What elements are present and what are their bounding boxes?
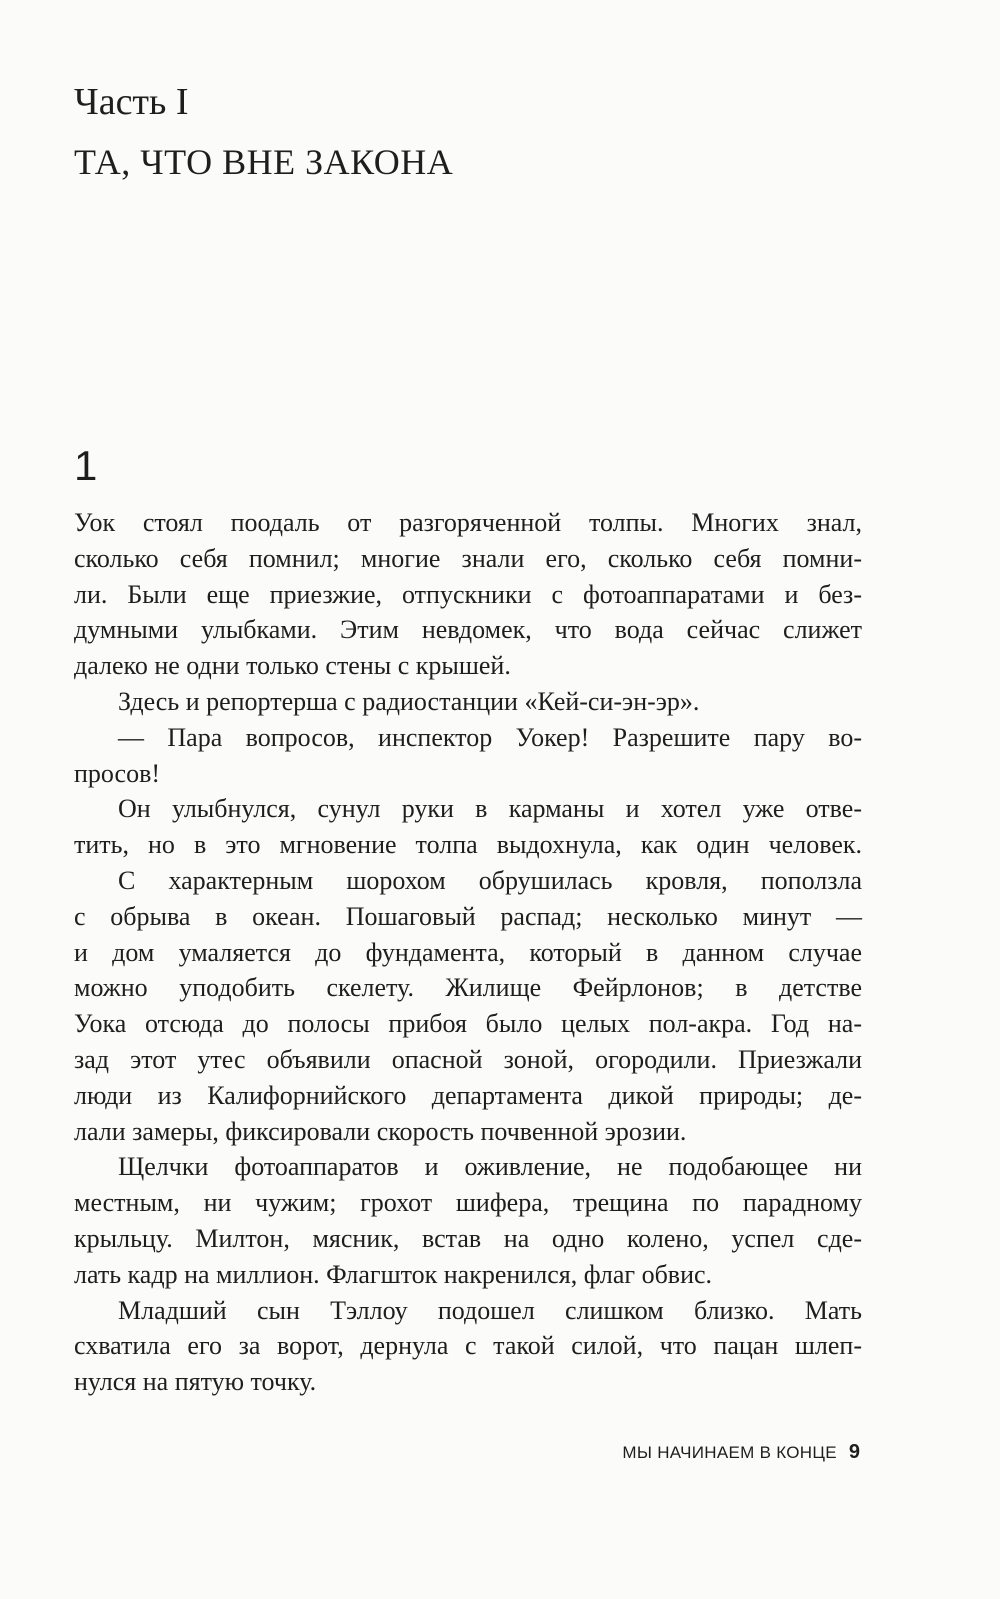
text-line: лать кадр на миллион. Флагшток накренился, флаг обвис.	[74, 1259, 713, 1289]
text-line: нулся на пятую точку.	[74, 1367, 317, 1397]
text-line: Уок стоял поодаль от разгоряченной толпы. Многих знал,	[74, 508, 862, 537]
text-line: думными улыбками. Этим невдомек, что вода сейчас слижет	[74, 615, 862, 645]
text-line: Уока отсюда до полосы прибоя было целых пол-акра. Год на-	[74, 1009, 862, 1039]
page-footer	[560, 1440, 860, 1465]
text-line: схватила его за ворот, дернула с такой силой, что пацан шлеп-	[74, 1331, 862, 1361]
chapter-number: 1	[74, 442, 98, 489]
page-number: 9	[848, 1441, 860, 1463]
text-line: Младший сын Тэллоу подошел слишком близко. Мать	[118, 1295, 862, 1325]
text-line: зад этот утес объявили опасной зоной, огородили. Приезжали	[74, 1044, 862, 1074]
text-line: просов!	[74, 758, 161, 788]
part-title: ТА, ЧТО ВНЕ ЗАКОНА	[74, 142, 454, 182]
text-line: — Пара вопросов, инспектор Уокер! Разрешите пару во-	[118, 722, 862, 752]
text-line: можно уподобить скелету. Жилище Фейрлонов; в детстве	[74, 973, 862, 1003]
text-line: крыльцу. Милтон, мясник, встав на одно колено, успел сде-	[74, 1223, 862, 1253]
text-line: местным, ни чужим; грохот шифера, трещина по парадному	[74, 1188, 862, 1218]
chapter-body	[74, 505, 862, 1400]
text-line: далеко не одни только стены с крышей.	[74, 651, 511, 681]
running-title: МЫ НАЧИНАЕМ В КОНЦЕ	[622, 1443, 837, 1462]
text-line: ли. Были еще приезжие, отпускники с фотоаппаратами и без-	[74, 579, 862, 609]
text-line: С характерным шорохом обрушилась кровля, поползла	[118, 865, 862, 895]
text-line: с обрыва в океан. Пошаговый распад; несколько минут —	[74, 901, 862, 931]
text-line: сколько себя помнил; многие знали его, сколько себя помни-	[74, 543, 862, 573]
text-line: тить, но в это мгновение толпа выдохнула, как один человек.	[74, 830, 862, 860]
text-line: Щелчки фотоаппаратов и оживление, не подобающее ни	[118, 1152, 862, 1182]
text-line: лали замеры, фиксировали скорость почвенной эрозии.	[74, 1116, 687, 1146]
part-label: Часть I	[74, 81, 189, 123]
text-line: Он улыбнулся, сунул руки в карманы и хотел уже отве-	[118, 794, 862, 824]
text-line: люди из Калифорнийского департамента дикой природы; де-	[74, 1080, 862, 1110]
text-line: Здесь и репортерша с радиостанции «Кей-си-эн-эр».	[118, 686, 700, 716]
text-line: и дом умаляется до фундамента, который в данном случае	[74, 937, 862, 967]
